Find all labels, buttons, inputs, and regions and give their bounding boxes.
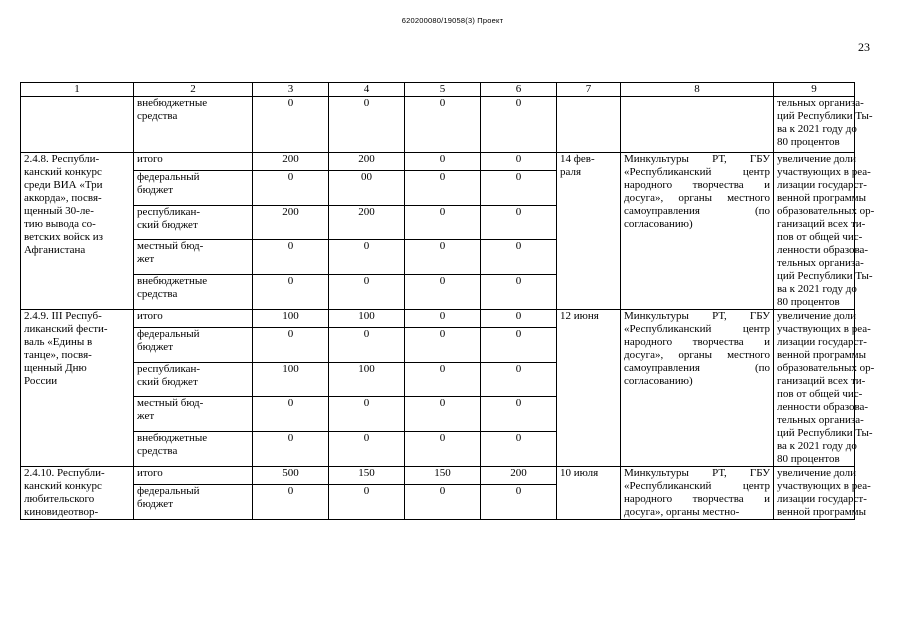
funding-source: итого	[134, 310, 253, 328]
continuation-date-cell	[557, 97, 621, 153]
funding-source: внебюджетные средства	[134, 275, 253, 310]
responsible-organizations: Минкультуры РТ, ГБУ «Республиканский центр народного творчества и досуга», органы местного самоуправления (по согласованию)	[621, 153, 774, 310]
document-id-stamp: 620200080/19058(3) Проект	[401, 16, 504, 25]
column-number: 9	[774, 83, 855, 97]
column-number: 4	[329, 83, 405, 97]
column-number: 7	[557, 83, 621, 97]
activity-title: 2.4.10. Республи- канский конкурс любительского киновидеотвор-	[21, 467, 134, 520]
column-number-row	[21, 83, 855, 97]
funding-value: 0	[253, 171, 329, 206]
funding-source: федеральный бюджет	[134, 485, 253, 520]
funding-value: 0	[253, 432, 329, 467]
funding-value: 0	[329, 432, 405, 467]
funding-value: 0	[405, 275, 481, 310]
funding-value: 0	[481, 275, 557, 310]
funding-value: 0	[253, 240, 329, 275]
funding-value: 0	[253, 328, 329, 363]
funding-value: 200	[253, 153, 329, 171]
funding-value: 150	[405, 467, 481, 485]
funding-value: 0	[481, 205, 557, 240]
funding-value: 0	[481, 97, 557, 153]
responsible-organizations: Минкультуры РТ, ГБУ «Республиканский центр народного творчества и досуга», органы местно-	[621, 467, 774, 520]
funding-value: 500	[253, 467, 329, 485]
funding-source: местный бюд- жет	[134, 240, 253, 275]
funding-value: 0	[405, 205, 481, 240]
funding-value: 0	[405, 328, 481, 363]
funding-value: 0	[253, 275, 329, 310]
funding-value: 0	[329, 240, 405, 275]
funding-value: 200	[253, 205, 329, 240]
page-number: 23	[858, 40, 870, 54]
funding-value: 0	[481, 240, 557, 275]
funding-value: 0	[481, 328, 557, 363]
continuation-title-cell	[21, 97, 134, 153]
funding-source: внебюджетные средства	[134, 432, 253, 467]
column-number: 1	[21, 83, 134, 97]
funding-value: 200	[481, 467, 557, 485]
responsible-organizations: Минкультуры РТ, ГБУ «Республиканский центр народного творчества и досуга», органы местного самоуправления (по согласованию)	[621, 310, 774, 467]
activity-date: 14 фев- раля	[557, 153, 621, 310]
column-number: 5	[405, 83, 481, 97]
funding-value: 0	[481, 397, 557, 432]
funding-value: 0	[481, 485, 557, 520]
funding-row	[21, 467, 855, 485]
funding-value: 0	[405, 97, 481, 153]
funding-source: республикан- ский бюджет	[134, 362, 253, 397]
funding-source: республикан- ский бюджет	[134, 205, 253, 240]
funding-value: 0	[405, 171, 481, 206]
funding-source: федеральный бюджет	[134, 328, 253, 363]
activity-title: 2.4.8. Республи- канский конкурс среди ВИА «Три аккорда», посвя- щенный 30-ле- тию вывода со- ветских войск из Афганистана	[21, 153, 134, 310]
funding-value: 0	[481, 171, 557, 206]
expected-result: увеличение доли участвующих в реа- лизации государст- венной программы	[774, 467, 855, 520]
funding-value: 0	[481, 310, 557, 328]
funding-source: федеральный бюджет	[134, 171, 253, 206]
funding-value: 0	[405, 485, 481, 520]
funding-value: 150	[329, 467, 405, 485]
activity-date: 10 июля	[557, 467, 621, 520]
funding-value: 0	[329, 328, 405, 363]
funding-row	[21, 153, 855, 171]
column-number: 6	[481, 83, 557, 97]
funding-value: 0	[329, 275, 405, 310]
funding-value: 0	[405, 310, 481, 328]
funding-value: 00	[329, 171, 405, 206]
funding-value: 0	[329, 485, 405, 520]
funding-row	[21, 310, 855, 328]
funding-source: итого	[134, 467, 253, 485]
column-number: 8	[621, 83, 774, 97]
expected-result: тельных организа- ций Республики Ты- ва к 2021 году до 80 процентов	[774, 97, 855, 153]
expected-result: увеличение доли участвующих в реа- лизации государст- венной программы образовательных ор- ганизаций всех ти- пов от общей чис- ленности образова- тельных организа- ций Республики Ты- ва к 2021 году до 80 процентов	[774, 153, 855, 310]
activity-title: 2.4.9. III Респуб- ликанский фести- валь «Едины в танце», посвя- щенный Дню России	[21, 310, 134, 467]
funding-value: 200	[329, 205, 405, 240]
activity-table	[20, 82, 875, 520]
funding-value: 0	[481, 432, 557, 467]
activity-date: 12 июня	[557, 310, 621, 467]
funding-value: 0	[253, 485, 329, 520]
funding-value: 0	[481, 362, 557, 397]
funding-value: 0	[405, 362, 481, 397]
column-number: 3	[253, 83, 329, 97]
column-number: 2	[134, 83, 253, 97]
funding-value: 0	[405, 432, 481, 467]
continuation-row	[21, 97, 855, 153]
funding-source: внебюджетные средства	[134, 97, 253, 153]
funding-source: итого	[134, 153, 253, 171]
funding-value: 100	[329, 362, 405, 397]
funding-value: 100	[253, 310, 329, 328]
funding-value: 200	[329, 153, 405, 171]
funding-value: 0	[481, 153, 557, 171]
funding-value: 100	[253, 362, 329, 397]
funding-value: 0	[253, 97, 329, 153]
funding-source: местный бюд- жет	[134, 397, 253, 432]
funding-value: 0	[329, 397, 405, 432]
funding-value: 0	[405, 397, 481, 432]
funding-value: 0	[405, 240, 481, 275]
continuation-responsible-cell	[621, 97, 774, 153]
funding-value: 0	[253, 397, 329, 432]
expected-result: увеличение доли участвующих в реа- лизации государст- венной программы образовательных ор- ганизаций всех ти- пов от общей чис- ленности образова- тельных организа- ций Республики Ты- ва к 2021 году до 80 процентов	[774, 310, 855, 467]
funding-value: 0	[329, 97, 405, 153]
funding-value: 100	[329, 310, 405, 328]
funding-value: 0	[405, 153, 481, 171]
